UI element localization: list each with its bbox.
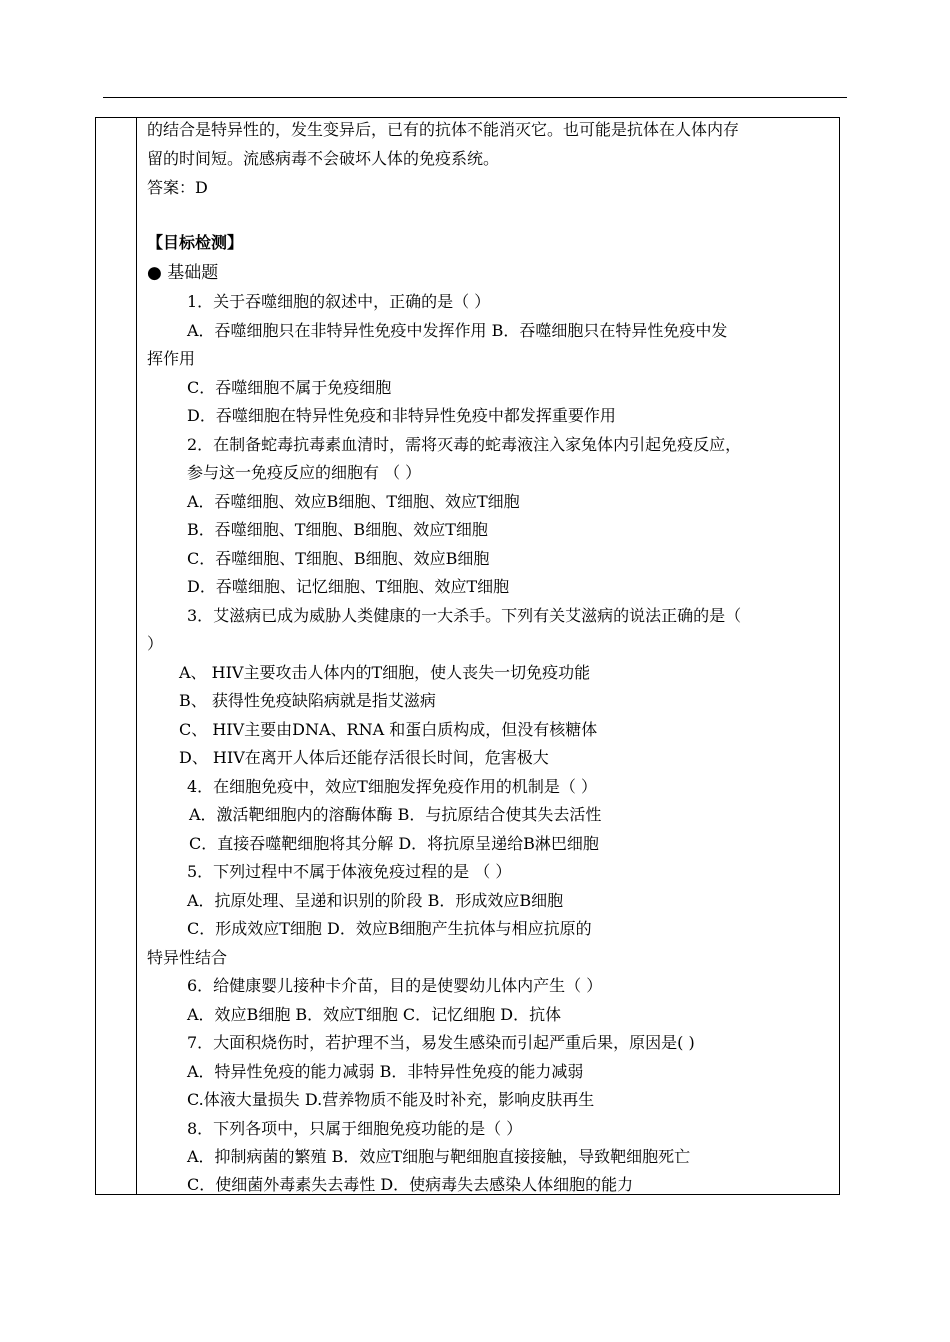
question-1-option-d: D．吞噬细胞在特异性免疫和非特异性免疫中都发挥重要作用	[187, 406, 616, 425]
question-5-stem: 5．下列过程中不属于体液免疫过程的是 （ ）	[187, 862, 512, 881]
question-1-option-b-cont: 挥作用	[147, 349, 196, 368]
question-2-option-c: C．吞噬细胞、T细胞、B细胞、效应B细胞	[187, 549, 490, 568]
explanation-line-2: 留的时间短。流感病毒不会破坏人体的免疫系统。	[147, 149, 500, 168]
question-8-stem: 8．下列各项中，只属于细胞免疫功能的是（ ）	[187, 1119, 523, 1138]
question-6-stem: 6．给健康婴儿接种卡介苗，目的是使婴幼儿体内产生（ ）	[187, 976, 603, 995]
table-column-divider	[136, 117, 137, 1195]
question-3-option-b: B、 获得性免疫缺陷病就是指艾滋病	[179, 691, 436, 710]
question-2-option-d: D．吞噬细胞、记忆细胞、T细胞、效应T细胞	[187, 577, 510, 596]
question-2-option-b: B．吞噬细胞、T细胞、B细胞、效应T细胞	[187, 520, 488, 539]
question-4-option-ab: A．激活靶细胞内的溶酶体酶 B．与抗原结合使其失去活性	[189, 805, 602, 824]
question-3-stem: 3．艾滋病已成为威胁人类健康的一大杀手。下列有关艾滋病的说法正确的是（	[187, 606, 742, 625]
question-3-option-c: C、 HIV主要由DNA、RNA 和蛋白质构成，但没有核糖体	[179, 720, 598, 739]
question-1-stem: 1．关于吞噬细胞的叙述中，正确的是（ ）	[187, 292, 491, 311]
section-subheading: ● 基础题	[147, 263, 219, 283]
question-1-option-ab: A．吞噬细胞只在非特异性免疫中发挥作用 B．吞噬细胞只在特异性免疫中发	[187, 321, 728, 340]
question-1-option-c: C．吞噬细胞不属于免疫细胞	[187, 378, 392, 397]
question-5-option-cd: C．形成效应T细胞 D．效应B细胞产生抗体与相应抗原的	[187, 919, 592, 938]
question-5-option-ab: A．抗原处理、呈递和识别的阶段 B．形成效应B细胞	[187, 891, 564, 910]
question-5-option-d-cont: 特异性结合	[147, 948, 228, 967]
section-heading: 【目标检测】	[147, 233, 244, 252]
question-3-stem-cont: ）	[147, 634, 164, 653]
question-2-stem-cont: 参与这一免疫反应的细胞有 （ ）	[187, 463, 422, 482]
question-2-option-a: A．吞噬细胞、效应B细胞、T细胞、效应T细胞	[187, 492, 520, 511]
question-7-option-cd: C.体液大量损失 D.营养物质不能及时补充，影响皮肤再生	[187, 1090, 595, 1109]
question-4-stem: 4．在细胞免疫中，效应T细胞发挥免疫作用的机制是（ ）	[187, 777, 597, 796]
explanation-line-1: 的结合是特异性的，发生变异后，已有的抗体不能消灭它。也可能是抗体在人体内存	[147, 120, 740, 139]
question-7-option-ab: A．特异性免疫的能力减弱 B．非特异性免疫的能力减弱	[187, 1062, 584, 1081]
question-6-options: A．效应B细胞 B．效应T细胞 C．记忆细胞 D．抗体	[187, 1005, 562, 1024]
question-3-option-a: A、 HIV主要攻击人体内的T细胞，使人丧失一切免疫功能	[179, 663, 591, 682]
question-8-option-cd: C．使细菌外毒素失去毒性 D．使病毒失去感染人体细胞的能力	[187, 1175, 634, 1194]
question-8-option-ab: A．抑制病菌的繁殖 B．效应T细胞与靶细胞直接接触，导致靶细胞死亡	[187, 1147, 691, 1166]
answer-line: 答案：D	[147, 178, 208, 197]
question-3-option-d: D、 HIV在离开人体后还能存活很长时间，危害极大	[179, 748, 549, 767]
header-rule	[103, 97, 847, 98]
question-2-stem: 2．在制备蛇毒抗毒素血清时，需将灭毒的蛇毒液注入家兔体内引起免疫反应，	[187, 435, 742, 454]
question-7-stem: 7．大面积烧伤时，若护理不当，易发生感染而引起严重后果，原因是( )	[187, 1033, 695, 1052]
question-4-option-cd: C．直接吞噬靶细胞将其分解 D．将抗原呈递给B淋巴细胞	[189, 834, 599, 853]
